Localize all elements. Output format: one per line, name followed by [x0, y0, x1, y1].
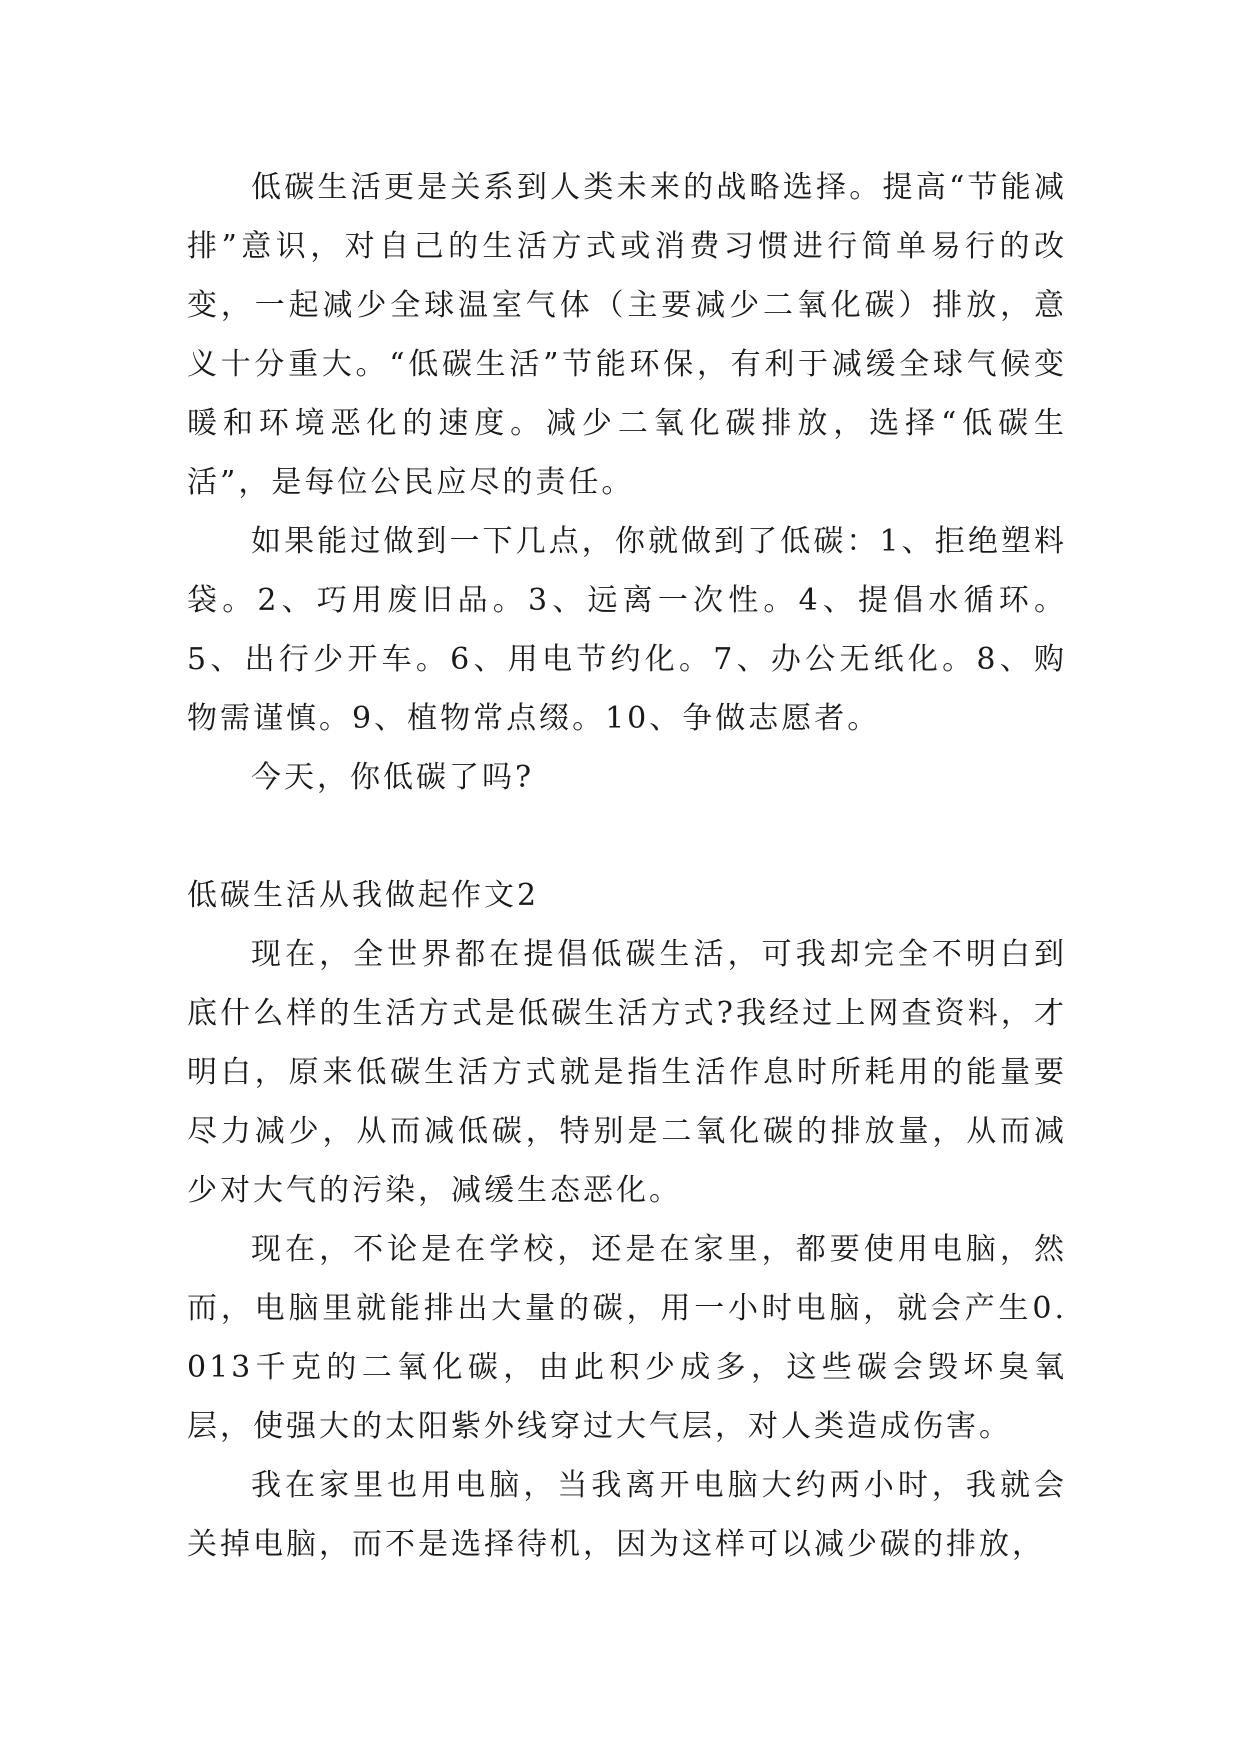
paragraph-world-advocates: 现在，全世界都在提倡低碳生活，可我却完全不明白到底什么样的生活方式是低碳生活方式?我经过上网查资料，才明白，原来低碳生活方式就是指生活作息时所耗用的能量要尽力减少，从而减低碳，特别是二氧化碳的排放量，从而减少对大气的污染，减缓生态恶化。	[187, 937, 1067, 1208]
paragraph-low-carbon-tips: 如果能过做到一下几点，你就做到了低碳：1、拒绝塑料袋。2、巧用废旧品。3、远离一次性。4、提倡水循环。5、出行少开车。6、用电节约化。7、办公无纸化。8、购物需谨慎。9、植物常点缀。10、争做志愿者。	[187, 524, 1067, 736]
paragraph-low-carbon-strategy: 低碳生活更是关系到人类未来的战略选择。提高“节能减排”意识，对自己的生活方式或消费习惯进行简单易行的改变，一起减少全球温室气体（主要减少二氧化碳）排放，意义十分重大。“低碳生活”节能环保，有利于减缓全球气候变暖和环境恶化的速度。减少二氧化碳排放，选择“低碳生活”，是每位公民应尽的责任。	[187, 170, 1067, 500]
paragraph-computer-emissions: 现在，不论是在学校，还是在家里，都要使用电脑，然而，电脑里就能排出大量的碳，用一小时电脑，就会产生0.013千克的二氧化碳，由此积少成多，这些碳会毁坏臭氧层，使强大的太阳紫外线穿过大气层，对人类造成伤害。	[187, 1232, 1067, 1444]
paragraph-question: 今天，你低碳了吗?	[251, 760, 535, 795]
paragraph-turn-off-computer: 我在家里也用电脑，当我离开电脑大约两小时，我就会关掉电脑，而不是选择待机，因为这样可以减少碳的排放，	[187, 1468, 1067, 1562]
section-heading: 低碳生活从我做起作文2	[187, 878, 540, 913]
document-body	[187, 158, 1067, 1574]
blank-line	[187, 807, 1067, 866]
